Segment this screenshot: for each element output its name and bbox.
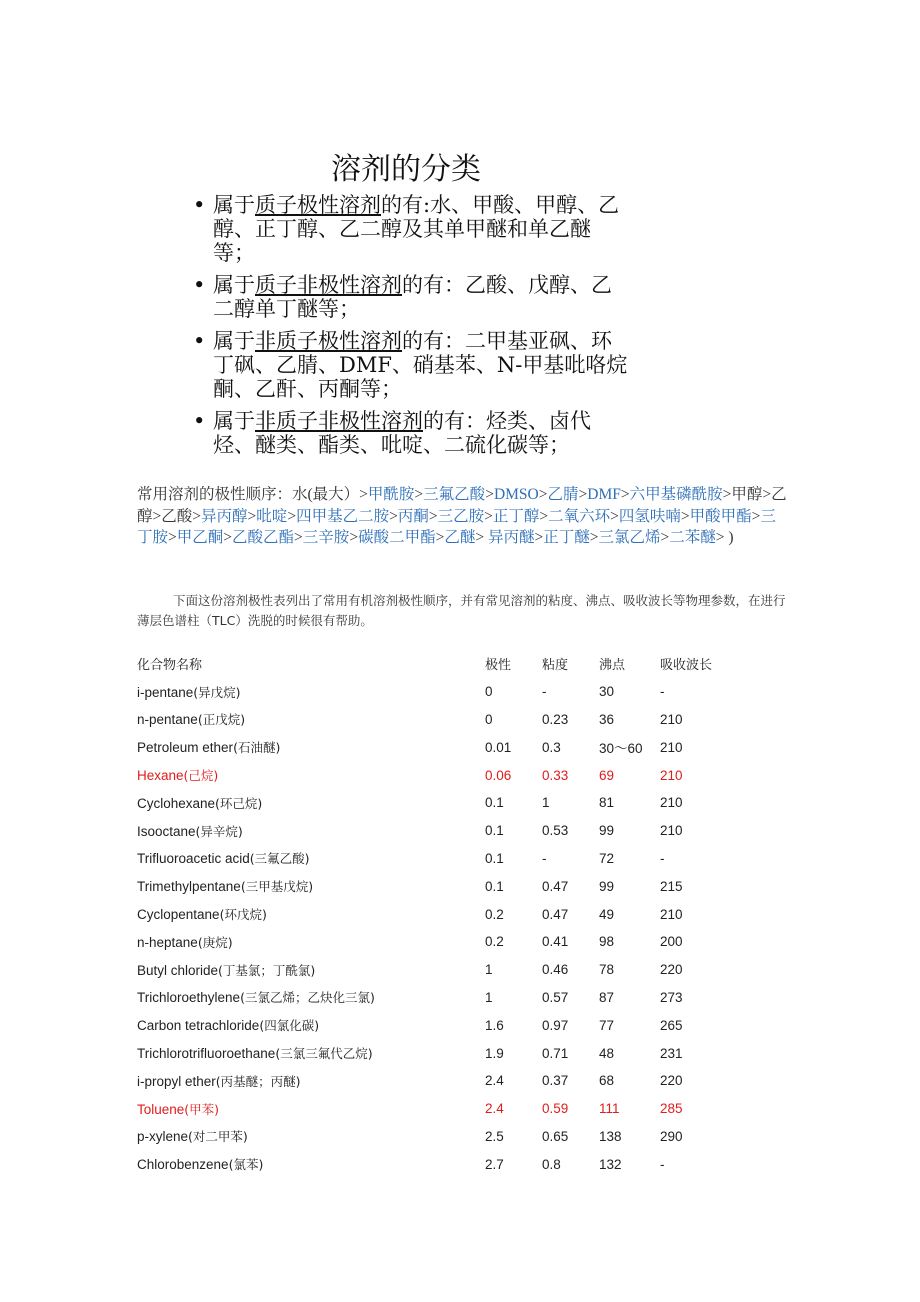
solvent-link[interactable]: 三丁胺 (137, 507, 776, 546)
cell-boiling-point: 111 (599, 1101, 620, 1117)
compound-chinese: (三氯三氟代乙烷) (275, 1046, 373, 1062)
cell-compound (137, 845, 485, 873)
term-underlined: 非质子非极性溶剂 (255, 409, 423, 433)
solvent-link[interactable]: DMF (587, 486, 621, 503)
solvent-link[interactable]: 甲酸甲酯 (689, 507, 752, 525)
cell-uv-wavelength: 210 (660, 767, 683, 783)
cell-uv-wavelength: 210 (660, 739, 683, 755)
order-separator: > (223, 529, 233, 546)
solvent-link[interactable]: 甲乙酮 (176, 529, 224, 546)
cell-viscosity: 0.57 (542, 989, 569, 1005)
cell-polarity: 0 (485, 711, 493, 727)
bullet-dot: • (193, 273, 206, 297)
term-underlined: 非质子极性溶剂 (255, 329, 402, 353)
cell-compound (137, 928, 485, 956)
cell-boiling-point: 132 (599, 1156, 622, 1172)
cell-viscosity: 0.23 (542, 711, 569, 727)
cell-compound (137, 1150, 485, 1178)
solvent-link[interactable]: 正丁醇 (492, 507, 540, 525)
order-separator: > (389, 507, 398, 525)
compound-chinese: (三甲基戊烷) (240, 879, 314, 895)
cell-boiling-point: 99 (599, 878, 615, 894)
cell-viscosity: 0.71 (542, 1045, 569, 1061)
compound-chinese: (四氯化碳) (259, 1018, 320, 1034)
solvent-link[interactable]: DMSO (493, 486, 539, 503)
list-item: • 属于质子非极性溶剂的有：乙酸、戊醇、乙二醇单丁醚等； (193, 273, 612, 321)
cell-boiling-point: 69 (599, 767, 615, 783)
table-row (137, 845, 750, 873)
order-separator: > (435, 529, 445, 546)
solvent-link[interactable]: 丙酮 (397, 507, 429, 525)
table-row (137, 678, 750, 706)
cell-viscosity: 0.47 (542, 906, 569, 922)
cell-uv-wavelength: 210 (660, 711, 683, 727)
compound-chinese: (己烷) (183, 768, 219, 784)
compound-chinese: (环戊烷) (219, 907, 267, 923)
intro-paragraph: 下面这份溶剂极性表列出了常用有机溶剂极性顺序，并有常见溶剂的粘度、沸点、吸收波长等物理参数，在进行薄层色谱柱（TLC）洗脱的时候很有帮助。 (137, 593, 786, 628)
compound-chinese: (三氯乙烯；乙炔化三氯) (240, 990, 375, 1006)
header-polarity: 极性 (485, 658, 512, 674)
cell-polarity: 1.6 (485, 1017, 504, 1033)
cell-polarity: 0.1 (485, 795, 504, 811)
cell-polarity: 1 (485, 962, 493, 978)
cell-uv-wavelength: - (660, 1156, 665, 1172)
order-separator: > (620, 486, 630, 503)
solvent-link[interactable]: 乙腈 (547, 486, 579, 503)
cell-boiling-point: 48 (599, 1045, 615, 1061)
compound-english: Isooctane (137, 823, 196, 839)
order-separator: > (168, 529, 177, 546)
order-separator: > (610, 507, 619, 525)
cell-uv-wavelength: 231 (660, 1045, 683, 1061)
solvent-link[interactable]: 二苯醚 (669, 529, 716, 546)
table-row (137, 928, 750, 956)
cell-polarity: 0.2 (485, 906, 504, 922)
solvent-link: 乙醇 (137, 486, 787, 525)
cell-uv-wavelength: 220 (660, 1073, 683, 1089)
table-row (137, 872, 750, 900)
compound-english: Hexane (137, 768, 184, 784)
solvent-link[interactable]: 异丙醚 (484, 529, 535, 546)
cell-compound (137, 789, 485, 817)
term-underlined: 质子极性溶剂 (255, 193, 381, 217)
cell-boiling-point: 49 (599, 906, 615, 922)
cell-polarity: 2.7 (485, 1156, 504, 1172)
cell-boiling-point: 77 (599, 1017, 615, 1033)
compound-chinese: (庚烷) (197, 934, 233, 950)
order-separator: > (485, 486, 494, 503)
cell-boiling-point: 72 (599, 850, 615, 866)
list-item: • 属于非质子极性溶剂的有：二甲基亚砜、环丁砜、乙腈、DMF、硝基苯、N-甲基吡咯烷酮、乙酐、丙酮等； (193, 329, 628, 401)
cell-compound (137, 733, 485, 761)
cell-compound (137, 1123, 485, 1151)
compound-english: Trichloroethylene (137, 990, 241, 1006)
cell-uv-wavelength: - (660, 684, 665, 700)
compound-chinese: (丙基醚；丙醚) (215, 1073, 301, 1089)
compound-english: Cyclopentane (137, 907, 220, 923)
cell-uv-wavelength: 200 (660, 934, 683, 950)
cell-boiling-point: 30～60 (599, 741, 643, 757)
compound-english: i-propyl ether (137, 1073, 216, 1089)
solvent-link[interactable]: 异丙醇 (201, 507, 248, 525)
cell-polarity: 1.9 (485, 1045, 504, 1061)
cell-polarity: 0.01 (485, 739, 512, 755)
compound-chinese: (丁基氯；丁酰氯) (218, 962, 316, 978)
header-boiling-point: 沸点 (599, 658, 626, 674)
cell-viscosity: 0.8 (542, 1156, 561, 1172)
cell-viscosity: 0.53 (542, 823, 569, 839)
table-row (137, 900, 750, 928)
compound-english: Cyclohexane (137, 795, 216, 811)
header-uv-wavelength: 吸收波长 (660, 658, 713, 674)
cell-viscosity: 0.3 (542, 739, 561, 755)
cell-compound (137, 1095, 485, 1123)
page-title: 溶剂的分类 (331, 152, 481, 187)
table-row (137, 706, 750, 734)
compound-english: n-pentane (137, 712, 198, 728)
solvent-link[interactable]: 吡啶 (256, 507, 288, 525)
compound-english: p-xylene (137, 1129, 189, 1145)
cell-compound (137, 872, 485, 900)
cell-uv-wavelength: 210 (660, 823, 683, 839)
header-viscosity: 粘度 (542, 658, 569, 674)
cell-boiling-point: 36 (599, 711, 615, 727)
table-row (137, 1095, 750, 1123)
solvent-link[interactable]: 二氧六环 (548, 507, 611, 525)
compound-english: Carbon tetrachloride (137, 1018, 260, 1034)
order-separator: > (534, 529, 544, 546)
cell-compound (137, 1039, 485, 1067)
cell-polarity: 0.2 (485, 934, 504, 950)
term-underlined: 质子非极性溶剂 (255, 273, 402, 297)
bullet-dot: • (193, 329, 206, 353)
cell-viscosity: 0.46 (542, 962, 569, 978)
cell-compound (137, 984, 485, 1012)
compound-chinese: (氯苯) (228, 1157, 264, 1173)
cell-polarity: 0.1 (485, 823, 504, 839)
compound-english: Butyl chloride (137, 962, 219, 978)
order-separator: > (589, 529, 599, 546)
compound-chinese: (异戊烷) (193, 684, 241, 700)
solvent-link[interactable]: 甲酰胺 (367, 486, 415, 503)
cell-boiling-point: 81 (599, 795, 615, 811)
cell-uv-wavelength: 273 (660, 989, 683, 1005)
cell-viscosity: 0.41 (542, 934, 569, 950)
cell-compound (137, 900, 485, 928)
compound-chinese: (环己烷) (215, 795, 263, 811)
order-separator: > (762, 486, 772, 503)
bullet-dot: • (193, 409, 206, 433)
cell-compound (137, 761, 485, 789)
order-separator: > (751, 507, 761, 525)
order-separator: > (152, 507, 162, 525)
cell-polarity: 2.4 (485, 1073, 504, 1089)
compound-english: n-heptane (137, 934, 198, 950)
compound-english: Trichlorotrifluoroethane (137, 1046, 276, 1062)
order-separator: > (538, 486, 548, 503)
cell-viscosity: 0.65 (542, 1128, 569, 1144)
compound-english: Trimethylpentane (137, 879, 241, 895)
order-separator: > (680, 507, 690, 525)
cell-polarity: 2.5 (485, 1128, 504, 1144)
cell-boiling-point: 98 (599, 934, 615, 950)
order-separator: > (660, 529, 670, 546)
cell-polarity: 0.1 (485, 878, 504, 894)
cell-viscosity: 0.59 (542, 1101, 569, 1117)
order-suffix: ) (724, 529, 734, 546)
order-separator: > (475, 529, 485, 546)
cell-compound (137, 956, 485, 984)
cell-polarity: 0.1 (485, 850, 504, 866)
compound-chinese: (三氟乙酸) (249, 851, 310, 867)
cell-viscosity: - (542, 684, 547, 700)
order-separator: > (484, 507, 493, 525)
compound-chinese: (甲苯) (184, 1101, 220, 1117)
solvent-link[interactable]: 四甲基乙二胺 (296, 507, 390, 525)
order-separator: > (287, 507, 297, 525)
table-row (137, 1123, 750, 1151)
order-separator: > (722, 486, 732, 503)
solvent-link[interactable]: 三氟乙酸 (423, 486, 486, 503)
cell-polarity: 1 (485, 989, 493, 1005)
cell-uv-wavelength: 210 (660, 906, 683, 922)
cell-boiling-point: 138 (599, 1128, 622, 1144)
cell-uv-wavelength: 265 (660, 1017, 683, 1033)
cell-uv-wavelength: 285 (660, 1101, 683, 1117)
cell-compound (137, 817, 485, 845)
cell-viscosity: 0.37 (542, 1073, 569, 1089)
compound-chinese: (石油醚) (233, 740, 281, 756)
compound-chinese: (正戊烷) (197, 712, 246, 728)
cell-viscosity: 1 (542, 795, 550, 811)
table-row (137, 761, 750, 789)
order-separator: > (294, 529, 303, 546)
order-separator: > (192, 507, 202, 525)
solvent-link: 甲醇 (731, 486, 763, 503)
header-compound: 化合物名称 (137, 658, 203, 674)
table-row (137, 733, 750, 761)
order-separator: > (247, 507, 257, 525)
list-item: • 属于质子极性溶剂的有:水、甲酸、甲醇、乙醇、正丁醇、乙二醇及其单甲醚和单乙醚等； (193, 193, 620, 265)
order-separator: > (539, 507, 549, 525)
solvent-link[interactable]: 四氢呋喃 (618, 507, 681, 525)
cell-boiling-point: 87 (599, 989, 615, 1005)
cell-compound (137, 678, 485, 706)
cell-polarity: 0.06 (485, 767, 512, 783)
order-separator: > (349, 529, 359, 546)
list-item: • 属于非质子非极性溶剂的有：烃类、卤代烃、醚类、酯类、吡啶、二硫化碳等； (193, 409, 591, 457)
order-separator: > (715, 529, 725, 546)
table-row (137, 789, 750, 817)
order-prefix: 常用溶剂的极性顺序：水(最大）> (137, 486, 368, 503)
polarity-order-text (137, 484, 787, 549)
compound-english: Petroleum ether (137, 740, 234, 756)
solvent-link[interactable]: 乙醚 (444, 529, 476, 546)
cell-boiling-point: 78 (599, 962, 615, 978)
solvent-link[interactable]: 六甲基磷酰胺 (629, 486, 723, 503)
solvent-link[interactable]: 碳酸二甲酯 (358, 529, 436, 546)
solvent-link[interactable]: 三氯乙烯 (598, 529, 661, 546)
cell-viscosity: 0.33 (542, 767, 569, 783)
compound-english: Chlorobenzene (137, 1157, 229, 1173)
classification-list (190, 193, 630, 465)
table-header-row (137, 650, 750, 678)
compound-chinese: (异辛烷) (195, 823, 243, 839)
cell-boiling-point: 99 (599, 823, 615, 839)
compound-chinese: (对二甲苯) (188, 1129, 248, 1145)
order-separator: > (578, 486, 588, 503)
cell-uv-wavelength: - (660, 850, 665, 866)
cell-viscosity: 0.47 (542, 878, 569, 894)
solvent-link[interactable]: 三乙胺 (437, 507, 485, 525)
cell-compound (137, 706, 485, 734)
cell-uv-wavelength: 290 (660, 1128, 683, 1144)
compound-english: Toluene (137, 1101, 185, 1117)
solvent-link[interactable]: 正丁醚 (543, 529, 590, 546)
cell-viscosity: - (542, 850, 547, 866)
table-row (137, 1039, 750, 1067)
cell-uv-wavelength: 210 (660, 795, 683, 811)
cell-uv-wavelength: 215 (660, 878, 683, 894)
compound-english: Trifluoroacetic acid (137, 851, 250, 867)
cell-viscosity: 0.97 (542, 1017, 569, 1033)
cell-uv-wavelength: 220 (660, 962, 683, 978)
cell-polarity: 0 (485, 684, 493, 700)
cell-polarity: 2.4 (485, 1101, 504, 1117)
compound-english: i-pentane (137, 684, 194, 700)
cell-boiling-point: 30 (599, 684, 615, 700)
table-row (137, 817, 750, 845)
cell-compound (137, 1067, 485, 1095)
table-row (137, 1011, 750, 1039)
solvent-link[interactable]: 乙酸乙酯 (232, 529, 295, 546)
solvent-link: 乙酸 (161, 507, 193, 525)
cell-compound (137, 1011, 485, 1039)
table-row (137, 984, 750, 1012)
solvent-table (137, 650, 750, 1178)
bullet-dot: • (193, 193, 206, 217)
order-separator: > (414, 486, 424, 503)
cell-boiling-point: 68 (599, 1073, 615, 1089)
table-row (137, 956, 750, 984)
order-separator: > (428, 507, 438, 525)
table-row (137, 1150, 750, 1178)
solvent-link[interactable]: 三辛胺 (302, 529, 350, 546)
table-row (137, 1067, 750, 1095)
